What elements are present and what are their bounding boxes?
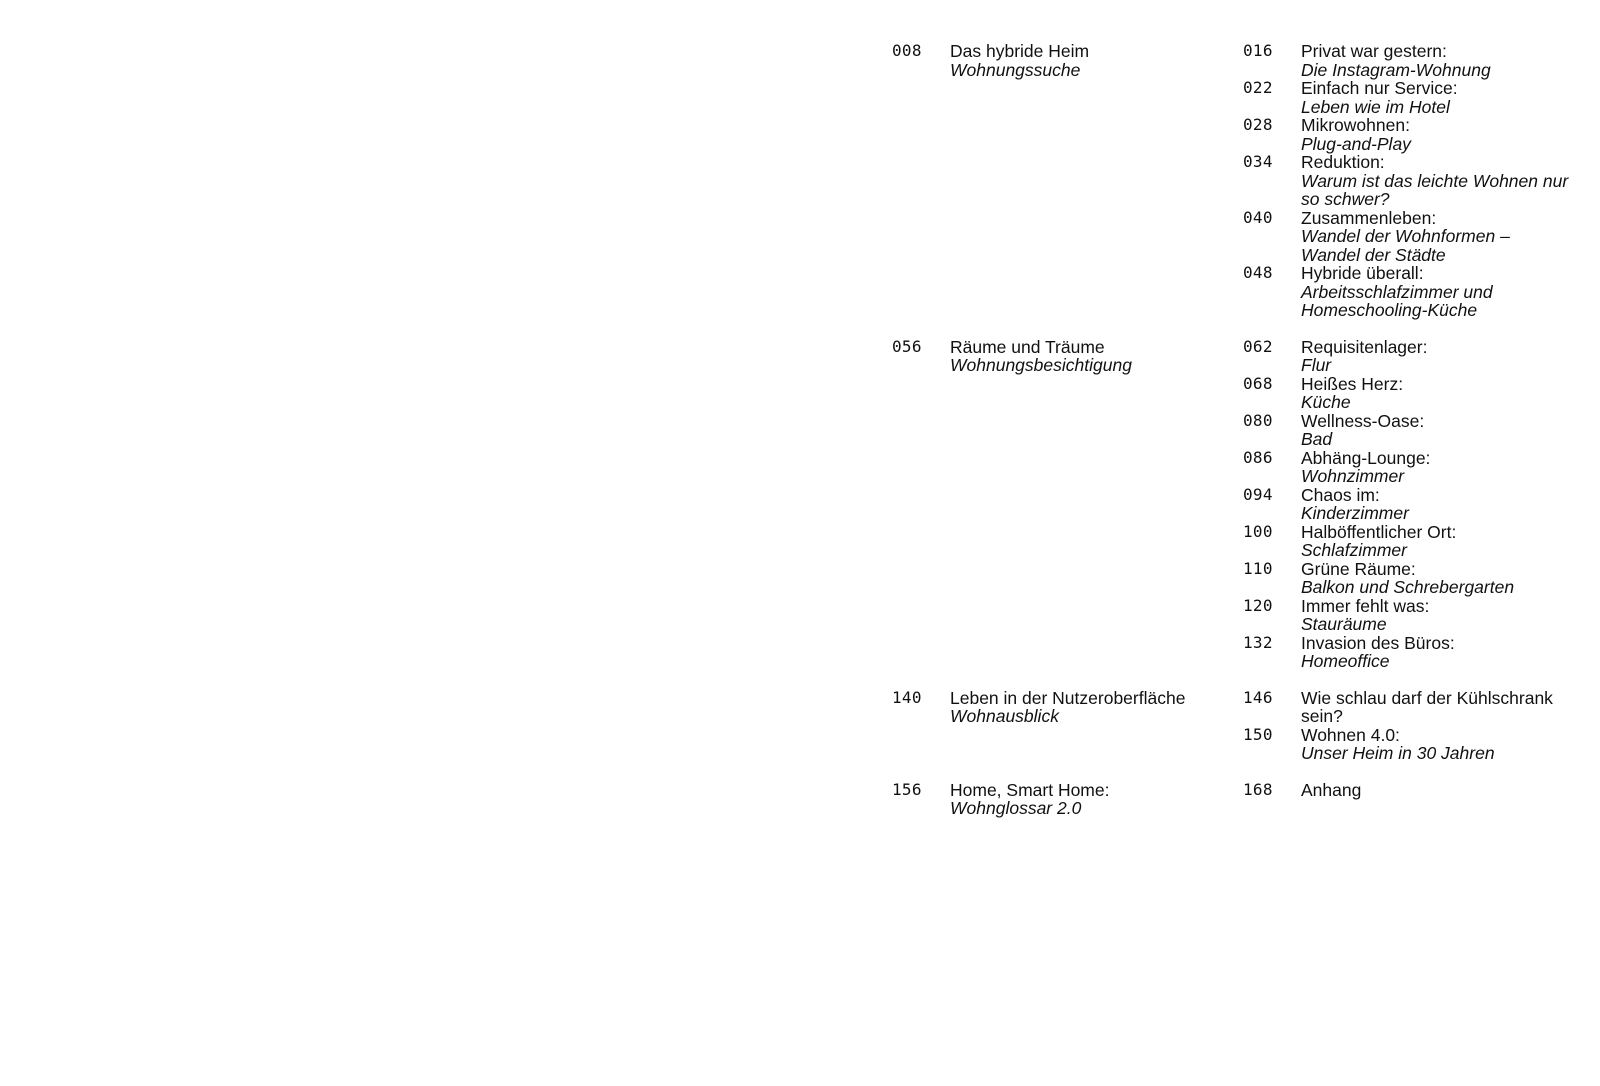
entry-subtitle: Wandel der Wohnformen – Wandel der Städte (1301, 226, 1510, 265)
section-subtitle: Wohnglossar 2.0 (950, 798, 1082, 818)
toc-entry (1243, 412, 1571, 449)
entry-page-number: 094 (1243, 484, 1273, 504)
entry-subtitle: Kinderzimmer (1301, 503, 1409, 523)
entry-title: Abhäng-Lounge: (1301, 447, 1431, 468)
section-subtitle: Wohnungsbesichtigung (950, 355, 1132, 375)
entry-title: Heißes Herz: (1301, 373, 1404, 394)
toc-entry (1243, 209, 1571, 265)
toc-entry (1243, 689, 1571, 726)
entry-page-number: 132 (1243, 632, 1273, 652)
entry-page-number: 022 (1243, 78, 1273, 97)
section-title: Leben in der Nutzeroberfläche (950, 687, 1186, 708)
section-page-number: 056 (892, 336, 922, 356)
chapter-list (1243, 42, 1571, 320)
entry-page-number: 086 (1243, 447, 1273, 467)
entry-page-number: 080 (1243, 410, 1273, 430)
entry-title: Immer fehlt was: (1301, 595, 1430, 616)
entry-title: Anhang (1301, 779, 1362, 800)
entry-title: Privat war gestern: (1301, 41, 1447, 61)
entry-page-number: 040 (1243, 207, 1273, 227)
toc-entry (1243, 634, 1571, 671)
section-heading (892, 42, 1243, 79)
section-title: Home, Smart Home: (950, 779, 1110, 800)
entry-page-number: 028 (1243, 115, 1273, 134)
entry-subtitle: Warum ist das leichte Wohnen nur so schwer? (1301, 170, 1569, 209)
entry-title: Einfach nur Service: (1301, 78, 1458, 98)
chapter-list (1243, 781, 1571, 800)
entry-title: Mikrowohnen: (1301, 115, 1410, 135)
entry-page-number: 120 (1243, 595, 1273, 615)
section-subtitle: Wohnungssuche (950, 59, 1081, 80)
chapter-list (1243, 689, 1571, 763)
entry-subtitle: Flur (1301, 355, 1332, 375)
entry-subtitle: Bad (1301, 429, 1333, 449)
toc-section (892, 781, 1592, 818)
entry-page-number: 150 (1243, 724, 1273, 744)
entry-subtitle: Stauräume (1301, 614, 1387, 634)
entry-title: Zusammenleben: (1301, 207, 1437, 228)
entry-page-number: 146 (1243, 687, 1273, 707)
entry-subtitle: Schlafzimmer (1301, 540, 1407, 560)
section-heading (892, 689, 1243, 726)
toc-entry (1243, 726, 1571, 763)
toc-entry (1243, 42, 1571, 79)
entry-subtitle: Die Instagram-Wohnung (1301, 59, 1491, 80)
entry-title: Reduktion: (1301, 152, 1385, 172)
entry-title: Chaos im: (1301, 484, 1380, 505)
toc-entry (1243, 264, 1571, 320)
entry-page-number: 062 (1243, 336, 1273, 356)
toc-entry (1243, 449, 1571, 486)
section-heading (892, 338, 1243, 375)
entry-title: Requisitenlager: (1301, 336, 1428, 357)
entry-subtitle: Plug-and-Play (1301, 133, 1411, 154)
entry-page-number: 016 (1243, 41, 1273, 60)
toc-entry (1243, 597, 1571, 634)
entry-title: Wellness-Oase: (1301, 410, 1425, 431)
section-title: Das hybride Heim (950, 41, 1090, 61)
entry-title: Wohnen 4.0: (1301, 724, 1400, 745)
entry-title: Wie schlau darf der Kühlschrank sein? (1301, 687, 1553, 726)
toc-entry (1243, 116, 1571, 153)
toc-entry (1243, 79, 1571, 116)
section-page-number: 140 (892, 687, 922, 707)
section-page-number: 008 (892, 41, 922, 60)
section-title: Räume und Träume (950, 336, 1105, 357)
toc-section (892, 42, 1592, 320)
entry-page-number: 068 (1243, 373, 1273, 393)
toc-section (892, 338, 1592, 671)
entry-page-number: 110 (1243, 558, 1273, 578)
section-subtitle: Wohnausblick (950, 706, 1059, 726)
table-of-contents (892, 42, 1592, 836)
toc-entry (1243, 153, 1571, 209)
entry-title: Invasion des Büros: (1301, 632, 1455, 653)
entry-subtitle: Unser Heim in 30 Jahren (1301, 743, 1495, 763)
entry-subtitle: Homeoffice (1301, 651, 1390, 671)
entry-page-number: 048 (1243, 263, 1273, 282)
toc-entry (1243, 781, 1571, 800)
entry-subtitle: Küche (1301, 392, 1351, 412)
toc-entry (1243, 523, 1571, 560)
entry-page-number: 100 (1243, 521, 1273, 541)
entry-title: Halböffentlicher Ort: (1301, 521, 1457, 542)
toc-entry (1243, 338, 1571, 375)
toc-entry (1243, 375, 1571, 412)
toc-entry (1243, 560, 1571, 597)
section-heading (892, 781, 1243, 818)
toc-entry (1243, 486, 1571, 523)
entry-subtitle: Balkon und Schrebergarten (1301, 577, 1515, 597)
entry-page-number: 034 (1243, 152, 1273, 171)
entry-title: Hybride überall: (1301, 263, 1424, 283)
entry-subtitle: Arbeitsschlafzimmer und Homeschooling-Küche (1301, 281, 1493, 320)
entry-page-number: 168 (1243, 779, 1273, 799)
toc-section (892, 689, 1592, 763)
entry-subtitle: Leben wie im Hotel (1301, 96, 1450, 117)
section-page-number: 156 (892, 779, 922, 799)
chapter-list (1243, 338, 1571, 671)
entry-subtitle: Wohnzimmer (1301, 466, 1405, 486)
entry-title: Grüne Räume: (1301, 558, 1416, 579)
